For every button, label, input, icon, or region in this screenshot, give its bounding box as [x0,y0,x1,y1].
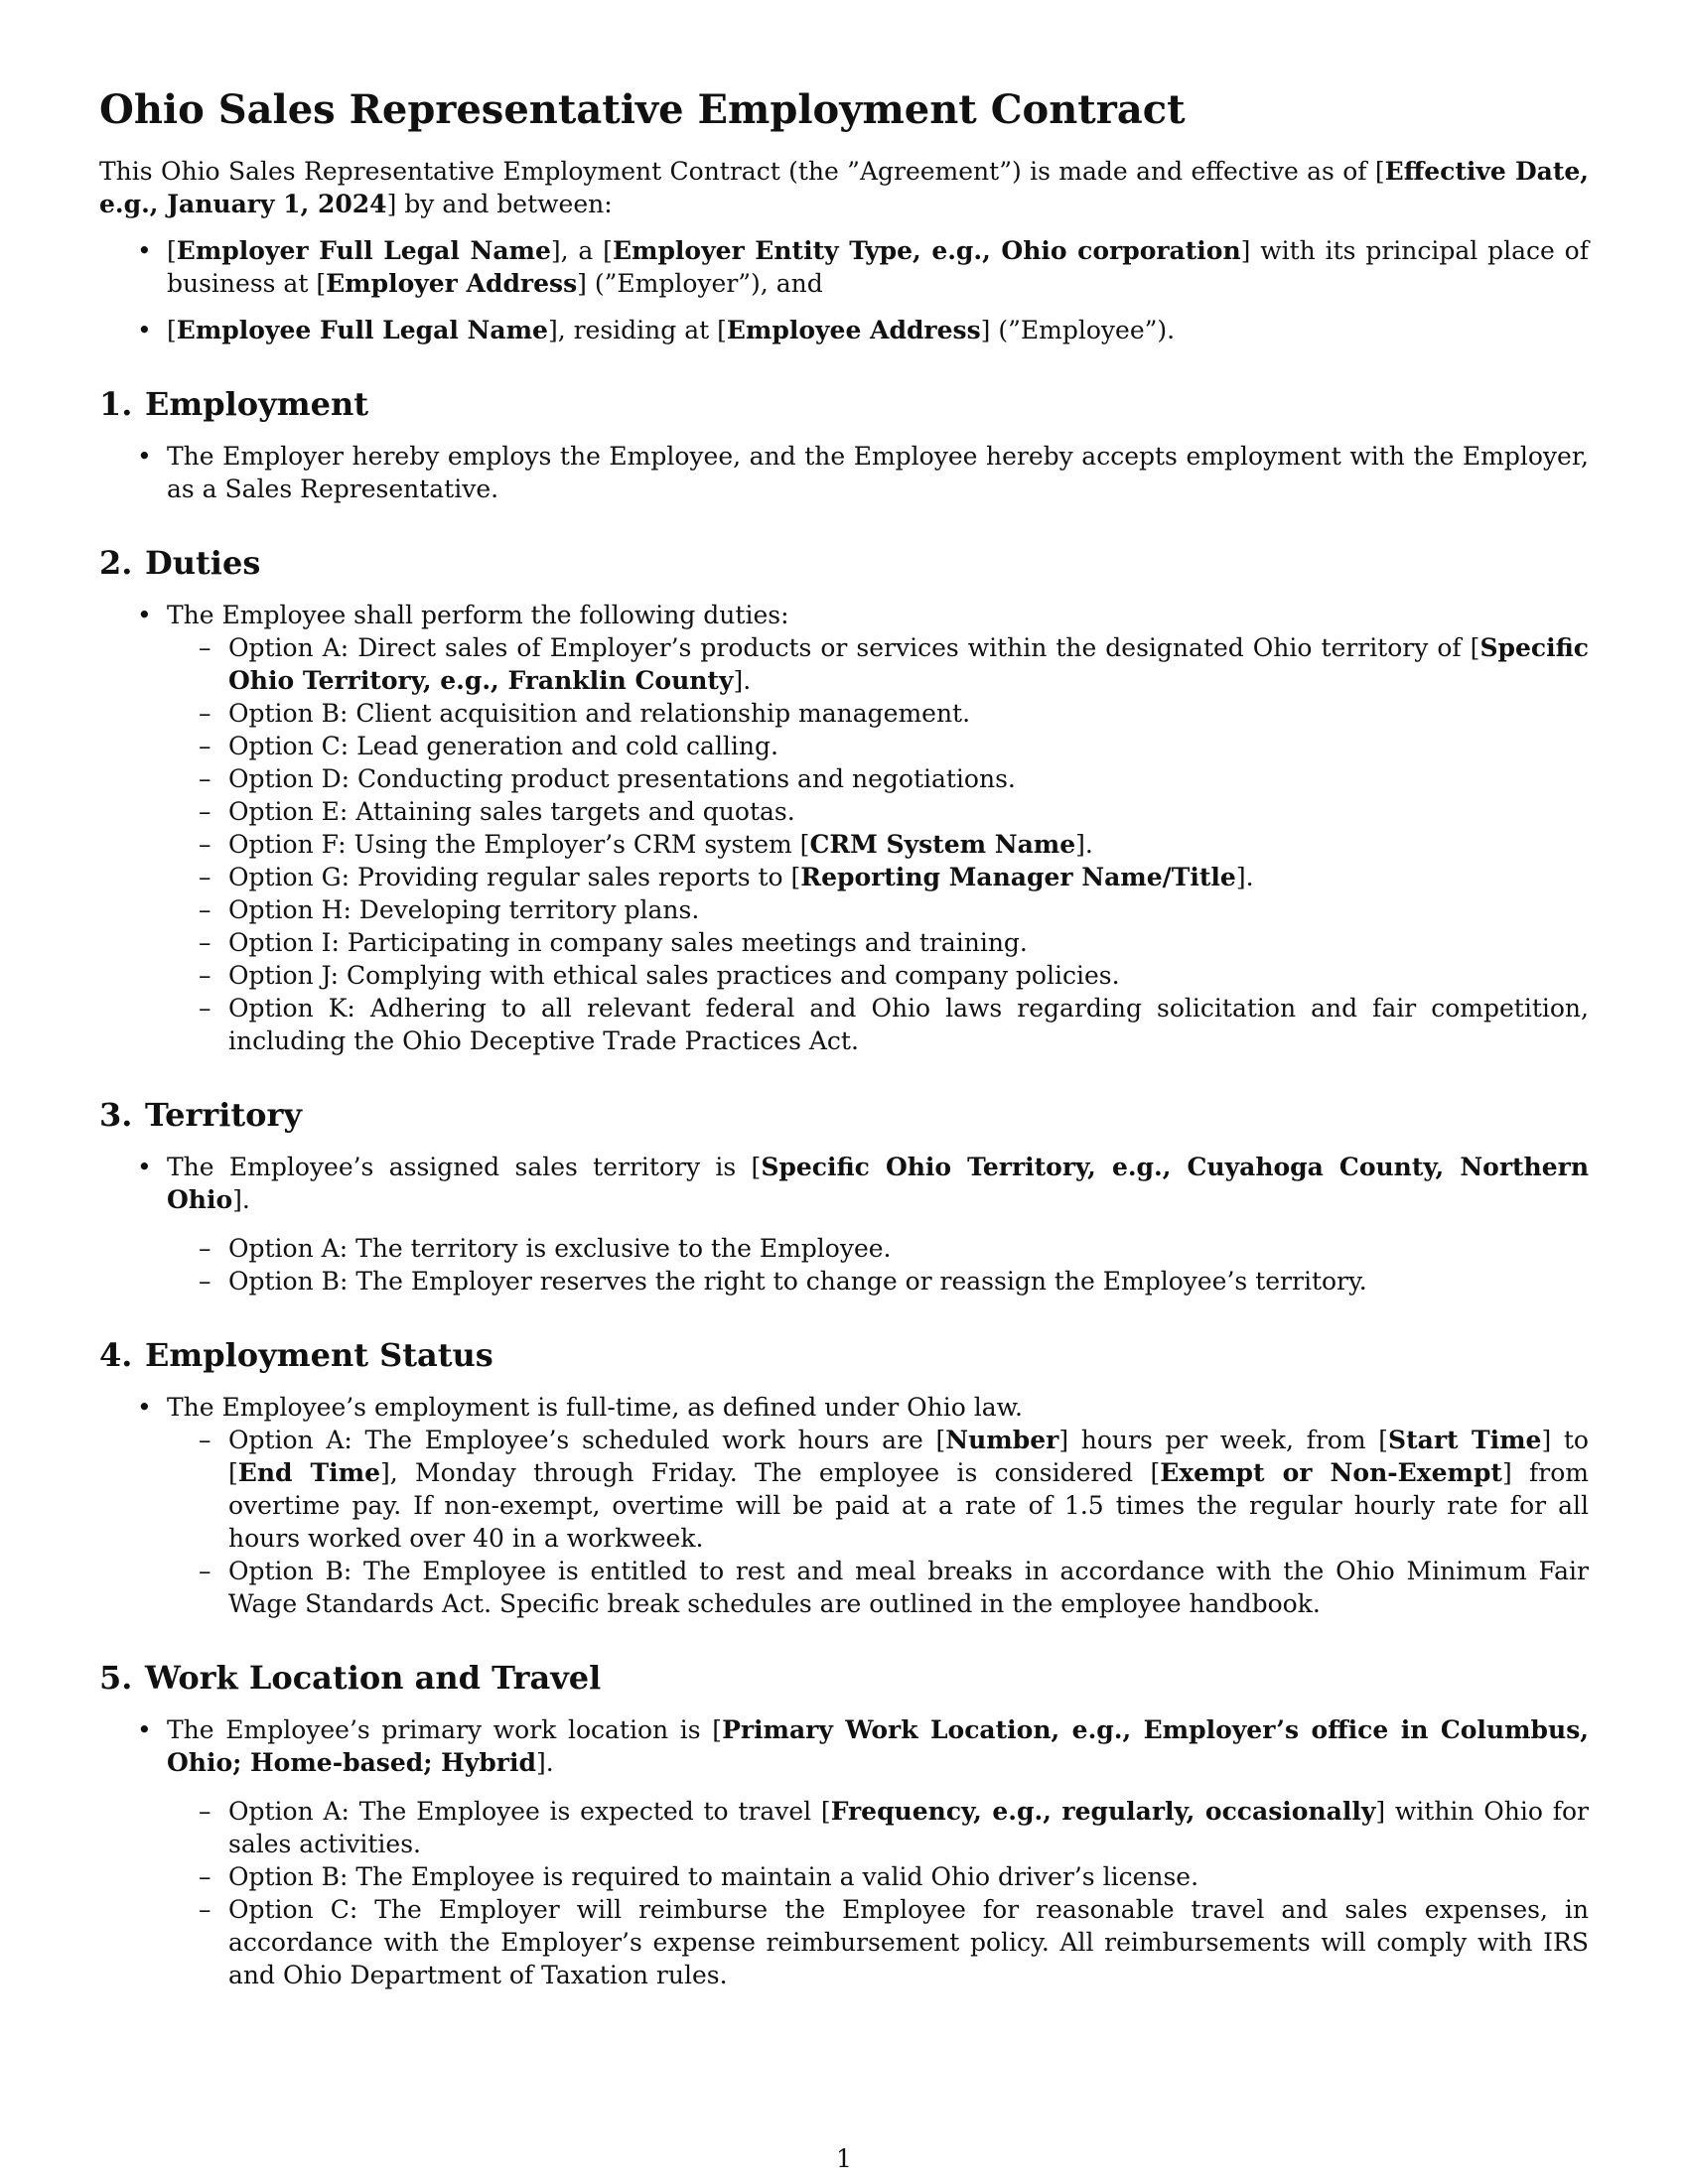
option-item: – Option A: The Employee is expected to travel [Frequency, e.g., regularly, occasionally] within Ohio for sales activities. [167,1795,1589,1860]
employment-status-options [167,1424,1589,1620]
duties-options [167,631,1589,1057]
list-item: • The Employee shall perform the following duties: – Option A: Direct sales of Employer’s products or services within the designated Ohio territory of [Specific Ohio Territory, e.g., Franklin County]. – Option B: Client acquisition and relationship management. – Option C: Lead generation and cold calling. – Option D: Conducting product presentations and negotiations. – Option E: Attaining sales targets and quotas. – Option F: Using the Employer’s CRM system [CRM System Name]. – Option G: Providing regular sales reports to [Reporting Manager Name/Title]. – Option H: Developing territory plans. – Option I: Participating in company sales meetings and training. – Option J: Complying with ethical sales practices and company policies. – Option K: Adhering to all relevant federal and Ohio laws regarding solicitation and fair competition, including the Ohio Deceptive Trade Practices Act. [99,599,1589,1057]
section-heading-employment-status: 4. Employment Status [99,1336,493,1374]
option-item: – Option K: Adhering to all relevant federal and Ohio laws regarding solicitation and fair competition, including the Ohio Deceptive Trade Practices Act. [167,992,1589,1057]
territory-list [99,1151,1589,1297]
option-item: – Option B: The Employer reserves the right to change or reassign the Employee’s territory. [167,1265,1589,1297]
section-heading-duties: 2. Duties [99,544,261,582]
option-item: – Option B: The Employee is entitled to rest and meal breaks in accordance with the Ohio Minimum Fair Wage Standards Act. Specific break schedules are outlined in the employee handbook. [167,1555,1589,1620]
intro-paragraph: This Ohio Sales Representative Employment Contract (the ”Agreement”) is made and effective as of [Effective Date, e.g., January 1, 2024] by and between: [99,157,1589,218]
list-item: • The Employee’s employment is full-time, as defined under Ohio law. – Option A: The Employee’s scheduled work hours are [Number] hours per week, from [Start Time] to [End Time], Monday through Friday. The employee is considered [Exempt or Non-Exempt] from overtime pay. If non-exempt, overtime will be paid at a rate of 1.5 times the regular hourly rate for all hours worked over 40 in a workweek. – Option B: The Employee is entitled to rest and meal breaks in accordance with the Ohio Minimum Fair Wage Standards Act. Specific break schedules are outlined in the employee handbook. [99,1391,1589,1620]
option-item: – Option C: The Employer will reimburse the Employee for reasonable travel and sales expenses, in accordance with the Employer’s expense reimbursement policy. All reimbursements will comply with IRS and Ohio Department of Taxation rules. [167,1893,1589,1991]
option-item: – Option J: Complying with ethical sales practices and company policies. [167,959,1589,992]
option-item: – Option A: Direct sales of Employer’s products or services within the designated Ohio territory of [Specific Ohio Territory, e.g., Franklin County]. [167,631,1589,697]
section-heading-employment: 1. Employment [99,385,368,423]
page-number: 1 [836,2144,852,2173]
section-heading-territory: 3. Territory [99,1096,302,1134]
option-item: – Option C: Lead generation and cold calling. [167,730,1589,762]
party-employer: • [Employer Full Legal Name], a [Employer Entity Type, e.g., Ohio corporation] with its principal place of business at [Employer Address] (”Employer”), and [99,234,1589,300]
option-item: – Option B: Client acquisition and relationship management. [167,697,1589,730]
section-heading-work-location: 5. Work Location and Travel [99,1659,602,1697]
list-item: • The Employer hereby employs the Employee, and the Employee hereby accepts employment with the Employer, as a Sales Representative. [99,440,1589,505]
option-item: – Option A: The Employee’s scheduled work hours are [Number] hours per week, from [Start Time] to [End Time], Monday through Friday. The employee is considered [Exempt or Non-Exempt] from overtime pay. If non-exempt, overtime will be paid at a rate of 1.5 times the regular hourly rate for all hours worked over 40 in a workweek. [167,1424,1589,1555]
duties-list [99,599,1589,1057]
list-item: • The Employee’s assigned sales territory is [Specific Ohio Territory, e.g., Cuyahoga County, Northern Ohio]. – Option A: The territory is exclusive to the Employee. – Option B: The Employer reserves the right to change or reassign the Employee’s territory. [99,1151,1589,1297]
employment-status-list [99,1391,1589,1620]
parties-list [99,234,1589,346]
party-employee: • [Employee Full Legal Name], residing at [Employee Address] (”Employee”). [99,314,1589,346]
territory-options [167,1232,1589,1297]
option-item: – Option G: Providing regular sales reports to [Reporting Manager Name/Title]. [167,861,1589,893]
list-item: • The Employee’s primary work location is [Primary Work Location, e.g., Employer’s office in Columbus, Ohio; Home-based; Hybrid]. – Option A: The Employee is expected to travel [Frequency, e.g., regularly, occasionally] within Ohio for sales activities. – Option B: The Employee is required to maintain a valid Ohio driver’s license. – Option C: The Employer will reimburse the Employee for reasonable travel and sales expenses, in accordance with the Employer’s expense reimbursement policy. All reimbursements will comply with IRS and Ohio Department of Taxation rules. [99,1713,1589,1991]
document-body [99,85,1589,2005]
option-item: – Option E: Attaining sales targets and quotas. [167,795,1589,828]
option-item: – Option B: The Employee is required to maintain a valid Ohio driver’s license. [167,1860,1589,1893]
work-location-options [167,1795,1589,1991]
option-item: – Option H: Developing territory plans. [167,893,1589,926]
option-item: – Option I: Participating in company sales meetings and training. [167,926,1589,959]
employment-list [99,440,1589,505]
option-item: – Option D: Conducting product presentations and negotiations. [167,762,1589,795]
option-item: – Option F: Using the Employer’s CRM system [CRM System Name]. [167,828,1589,861]
option-item: – Option A: The territory is exclusive to the Employee. [167,1232,1589,1265]
work-location-list [99,1713,1589,1991]
document-title: Ohio Sales Representative Employment Contract [99,86,1186,133]
